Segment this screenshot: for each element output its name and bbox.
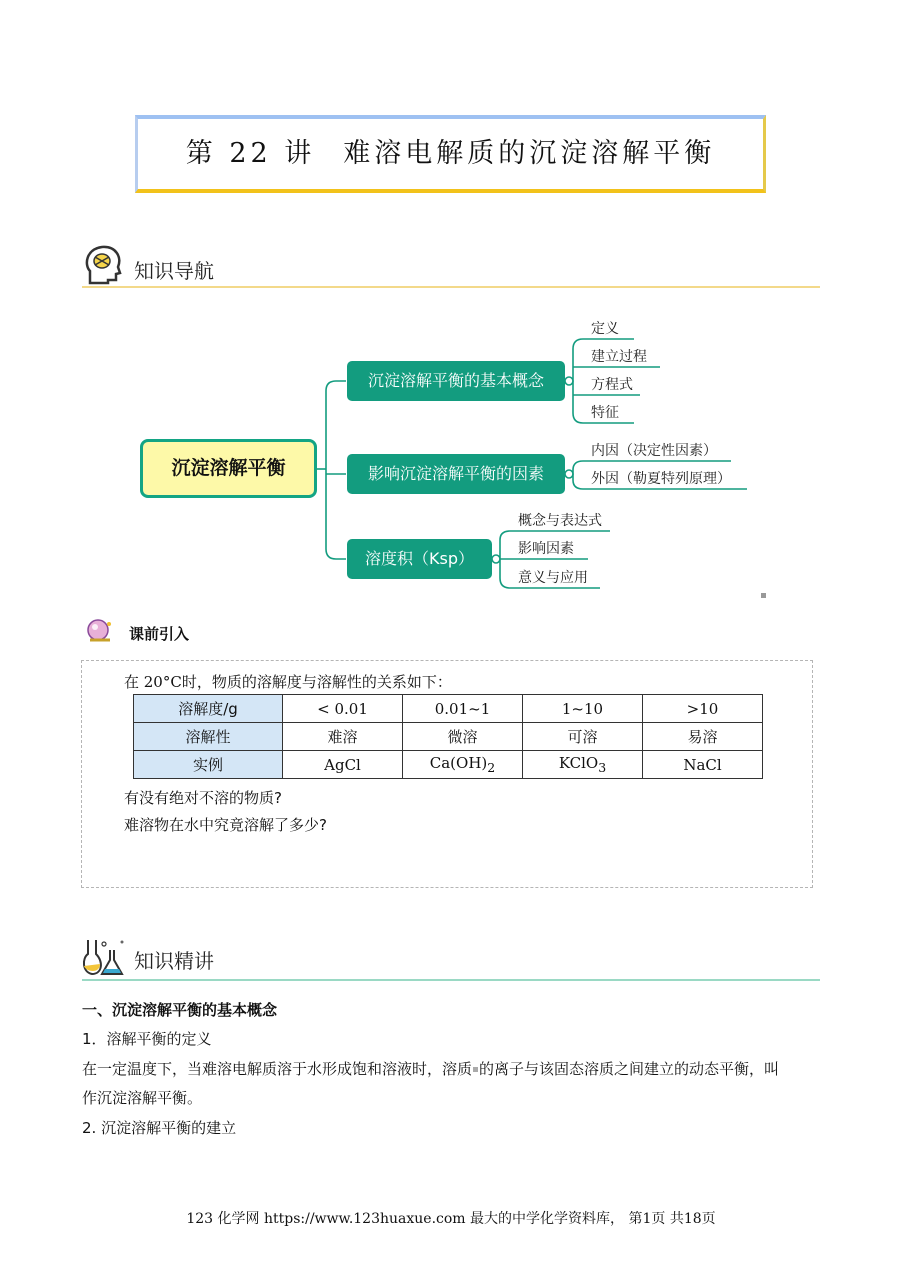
row-header: 实例 [134, 751, 283, 779]
mindmap-leaf: 特征 [591, 405, 619, 421]
section-divider [82, 979, 820, 981]
mindmap-leaf: 定义 [591, 321, 619, 337]
compound-nacl: NaCl [683, 755, 722, 774]
row-header: 溶解度/g [134, 695, 283, 723]
table-cell: 难溶 [283, 723, 403, 751]
table-cell [643, 751, 763, 779]
table-row [134, 723, 763, 751]
table-cell: 可溶 [523, 723, 643, 751]
compound-kclo3: KClO [558, 754, 599, 772]
subscript: 2 [487, 760, 496, 775]
lab-flask-icon [82, 936, 128, 978]
table-cell [523, 751, 643, 779]
content-heading: 一、沉淀溶解平衡的基本概念 [82, 1001, 278, 1019]
paragraph-part: 在一定温度下，当难溶电解质溶于水形成饱和溶液时，溶质 [82, 1060, 473, 1078]
table-cell: 易溶 [643, 723, 763, 751]
row-header: 溶解性 [134, 723, 283, 751]
table-row [134, 695, 763, 723]
content-item: 1．溶解平衡的定义 [82, 1030, 212, 1048]
table-cell: >10 [643, 695, 763, 723]
mindmap-branch-basic: 沉淀溶解平衡的基本概念 [347, 361, 565, 401]
lecture-number: 第 22 讲 [185, 138, 316, 169]
lecture-topic: 难溶电解质的沉淀溶解平衡 [343, 138, 716, 169]
mindmap-branch-factors: 影响沉淀溶解平衡的因素 [347, 454, 565, 494]
compound-agcl: AgCl [324, 755, 361, 774]
table-cell: 1~10 [523, 695, 643, 723]
mindmap-leaf: 外因（勒夏特列原理） [591, 471, 731, 487]
mindmap-connectors [0, 0, 902, 620]
mindmap-leaf: 意义与应用 [518, 570, 588, 586]
table-cell: < 0.01 [283, 695, 403, 723]
content-paragraph [82, 1058, 779, 1079]
page-footer: 123 化学网 https://www.123huaxue.com 最大的中学化学资料库， 第1页 共18页 [186, 1211, 716, 1227]
intro-lead: 在 20°C时，物质的溶解度与溶解性的关系如下： [124, 673, 452, 691]
intro-question: 难溶物在水中究竟溶解了多少? [124, 816, 327, 834]
section-title-detail: 知识精讲 [134, 949, 214, 973]
mindmap-leaf: 影响因素 [518, 541, 574, 557]
mindmap-leaf: 内因（决定性因素） [591, 443, 717, 459]
table-cell: 0.01~1 [403, 695, 523, 723]
paragraph-part: 的离子与该固态溶质之间建立的动态平衡，叫 [479, 1060, 780, 1078]
subscript: 3 [598, 760, 607, 775]
content-item: 2. 沉淀溶解平衡的建立 [82, 1119, 237, 1137]
solubility-table [133, 694, 763, 779]
table-cell: 微溶 [403, 723, 523, 751]
mindmap-leaf: 概念与表达式 [518, 513, 602, 529]
mindmap-branch-ksp: 溶度积（Ksp） [347, 539, 492, 579]
table-cell [403, 751, 523, 779]
section-title-intro: 课前引入 [129, 625, 190, 643]
content-paragraph: 作沉淀溶解平衡。 [82, 1089, 203, 1107]
mindmap-leaf: 建立过程 [591, 349, 647, 365]
compound-caoh2: Ca(OH) [429, 754, 488, 772]
flask-bubble-icon [86, 618, 114, 644]
intro-question: 有没有绝对不溶的物质? [124, 789, 282, 807]
section-title-nav: 知识导航 [134, 259, 214, 283]
table-row [134, 751, 763, 779]
marker-dot [473, 1067, 478, 1072]
table-cell [283, 751, 403, 779]
mindmap-leaf: 方程式 [591, 377, 633, 393]
mindmap-root: 沉淀溶解平衡 [140, 439, 317, 498]
